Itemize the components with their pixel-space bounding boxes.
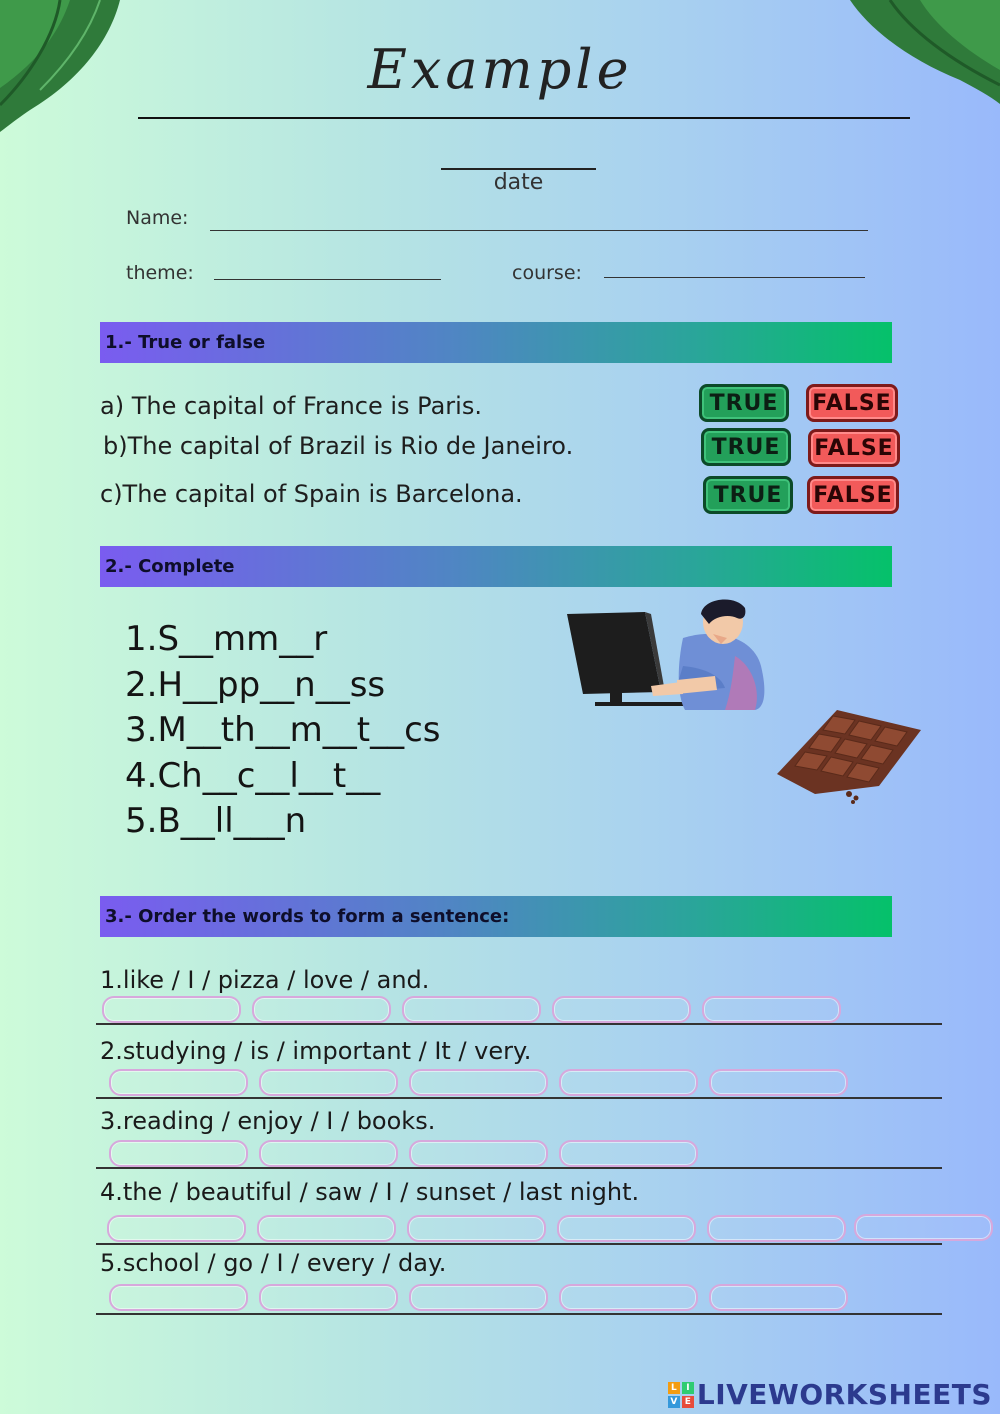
answer-box[interactable] [409, 1284, 548, 1311]
answer-box[interactable] [707, 1215, 846, 1242]
answer-box[interactable] [109, 1284, 248, 1311]
tf-statement-a: a) The capital of France is Paris. [100, 392, 482, 420]
order-sentence-4: 4.the / beautiful / saw / I / sunset / last night. [100, 1178, 640, 1206]
true-button-c[interactable]: TRUE [703, 476, 793, 514]
date-label: date [493, 170, 544, 195]
order-sentence-5: 5.school / go / I / every / day. [100, 1249, 447, 1277]
course-field[interactable] [604, 277, 865, 278]
section-header-complete: 2.- Complete [100, 546, 892, 587]
answer-line-1 [96, 1023, 942, 1025]
tf-statement-b: b)The capital of Brazil is Rio de Janeiro. [103, 432, 574, 460]
false-button-b[interactable]: FALSE [808, 429, 900, 467]
answer-box[interactable] [259, 1284, 398, 1311]
answer-box[interactable] [709, 1069, 848, 1096]
answer-box[interactable] [702, 996, 841, 1023]
name-field[interactable] [210, 230, 868, 231]
answer-line-3 [96, 1167, 942, 1169]
answer-box[interactable] [559, 1069, 698, 1096]
logo-mark-letter: I [682, 1382, 694, 1394]
false-button-a[interactable]: FALSE [806, 384, 898, 422]
complete-item[interactable]: 2.H__pp__n__ss [125, 664, 386, 705]
name-label: Name: [126, 207, 189, 229]
answer-box[interactable] [109, 1140, 248, 1167]
answer-box[interactable] [559, 1284, 698, 1311]
answer-box[interactable] [709, 1284, 848, 1311]
answer-box[interactable] [252, 996, 391, 1023]
logo-mark-letter: V [668, 1396, 680, 1408]
liveworksheets-logo-icon [668, 1382, 694, 1408]
order-sentence-1: 1.like / I / pizza / love / and. [100, 966, 430, 994]
answer-box[interactable] [102, 996, 241, 1023]
answer-line-2 [96, 1097, 942, 1099]
answer-box[interactable] [109, 1069, 248, 1096]
answer-line-4 [96, 1243, 942, 1245]
student-computer-illustration [565, 596, 775, 716]
answer-box[interactable] [107, 1215, 246, 1242]
theme-field[interactable] [214, 279, 441, 280]
logo-mark-letter: E [682, 1396, 694, 1408]
answer-box[interactable] [557, 1215, 696, 1242]
complete-list [125, 617, 441, 845]
section-header-order-words: 3.- Order the words to form a sentence: [100, 896, 892, 937]
answer-box[interactable] [409, 1140, 548, 1167]
answer-box[interactable] [559, 1140, 698, 1167]
answer-box[interactable] [259, 1069, 398, 1096]
logo-mark-letter: L [668, 1382, 680, 1394]
chocolate-illustration [775, 704, 925, 806]
answer-box[interactable] [552, 996, 691, 1023]
answer-box[interactable] [259, 1140, 398, 1167]
complete-item[interactable]: 3.M__th__m__t__cs [125, 710, 441, 750]
false-button-c[interactable]: FALSE [807, 476, 899, 514]
liveworksheets-logo [668, 1378, 992, 1411]
order-sentence-2: 2.studying / is / important / It / very. [100, 1037, 532, 1065]
complete-item[interactable]: 5.B__ll___n [125, 801, 307, 841]
answer-box[interactable] [409, 1069, 548, 1096]
tf-statement-c: c)The capital of Spain is Barcelona. [100, 480, 523, 508]
theme-label: theme: [126, 262, 194, 284]
order-sentence-3: 3.reading / enjoy / I / books. [100, 1107, 436, 1135]
answer-box[interactable] [257, 1215, 396, 1242]
true-button-a[interactable]: TRUE [699, 384, 789, 422]
section-header-true-false: 1.- True or false [100, 322, 892, 363]
answer-line-5 [96, 1313, 942, 1315]
answer-box[interactable] [854, 1214, 993, 1241]
page-title: Example [367, 38, 633, 101]
course-label: course: [512, 262, 582, 284]
true-button-b[interactable]: TRUE [701, 428, 791, 466]
title-underline [138, 117, 910, 119]
answer-box[interactable] [407, 1215, 546, 1242]
liveworksheets-logo-text: LIVEWORKSHEETS [696, 1378, 992, 1411]
complete-item[interactable]: 1.S__mm__r [125, 619, 328, 659]
complete-item[interactable]: 4.Ch__c__l__t__ [125, 755, 381, 796]
answer-box[interactable] [402, 996, 541, 1023]
